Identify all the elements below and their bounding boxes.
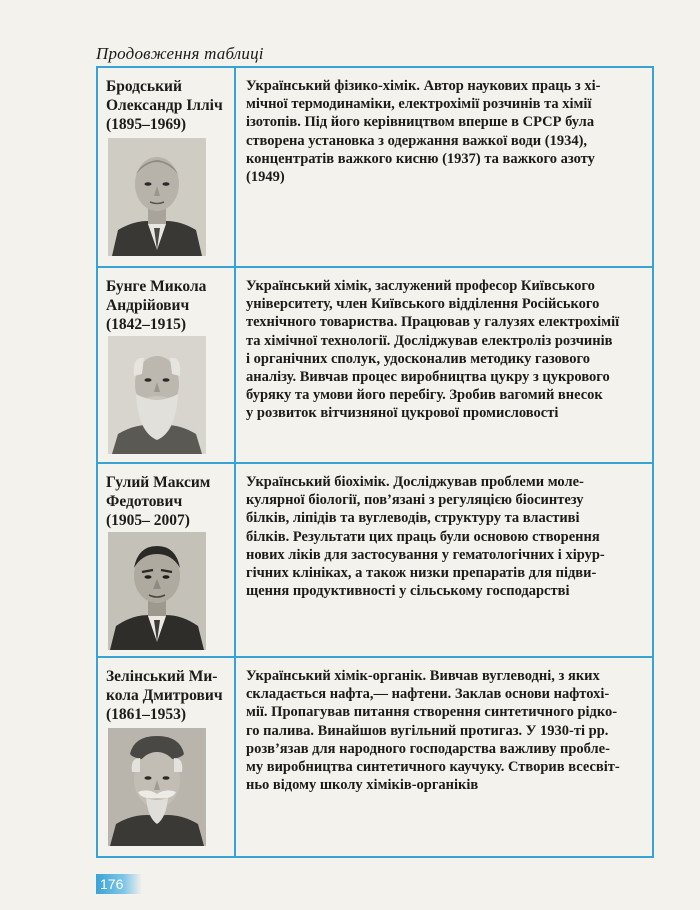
life-years: (1861–1953) — [106, 706, 187, 723]
life-years: (1905– 2007) — [106, 512, 190, 529]
name-cell — [98, 464, 236, 656]
scientist-description — [246, 473, 644, 600]
scientist-name — [106, 277, 234, 334]
table-continuation-caption: Продовження таблиці — [96, 44, 264, 63]
portrait-photo — [108, 336, 206, 454]
description-line: му виробництва синтетичного каучуку. Створив всесвіт- — [246, 759, 620, 776]
description-line: ньо відому школу хіміків-органіків — [246, 777, 479, 794]
description-line: гічних клініках, а також низки препаратів для підви- — [246, 565, 597, 582]
name-line: кола Дмитрович — [106, 687, 223, 704]
name-cell — [98, 68, 236, 266]
portrait-photo — [108, 532, 206, 650]
scientists-table — [96, 66, 654, 858]
description-line: білків, ліпідів та вуглеводів, структуру та властиві — [246, 510, 580, 527]
name-cell — [98, 268, 236, 462]
description-line: та хімічної технології. Досліджував електроліз розчинів — [246, 332, 613, 349]
description-line: аналізу. Вивчав процес виробництва цукру з цукрового — [246, 369, 610, 386]
description-line: білків. Результати цих праць були основою створення — [246, 528, 600, 545]
name-line: Зелінський Ми- — [106, 668, 218, 685]
description-line: концентратів важкого кисню (1937) та важкого азоту — [246, 150, 595, 167]
name-line: Олександр Ілліч — [106, 97, 223, 114]
name-cell — [98, 658, 236, 856]
life-years: (1842–1915) — [106, 316, 187, 333]
name-line: Бродський — [106, 78, 182, 95]
description-line: створена установка з одержання важкої води (1934), — [246, 132, 588, 149]
portrait-photo — [108, 728, 206, 846]
name-line: Бунге Микола — [106, 278, 207, 295]
description-line: щення продуктивності у сільському господарстві — [246, 583, 570, 600]
description-line: го палива. Винайшов вугільний протигаз. У 1930-ті рр. — [246, 722, 609, 739]
table-row — [98, 464, 652, 658]
description-line: технічного товариства. Працював у галузях електрохімії — [246, 314, 620, 331]
description-line: буряку та умови його перебігу. Зробив вагомий внесок — [246, 387, 603, 404]
description-line: (1949) — [246, 169, 285, 186]
scientist-name — [106, 667, 234, 724]
description-line: ізотопів. Під його керівництвом вперше в СРСР була — [246, 114, 595, 131]
description-line: Український хімік-органік. Вивчав вуглеводні, з яких — [246, 668, 600, 684]
portrait-photo — [108, 138, 206, 256]
description-line: мічної термодинаміки, електрохімії розчинів та хімії — [246, 96, 592, 113]
scientist-name — [106, 77, 234, 134]
table-row — [98, 658, 652, 856]
scientist-name — [106, 473, 234, 530]
description-line: кулярної біології, пов’язані з регуляцією біосинтезу — [246, 492, 584, 509]
description-line: Український хімік, заслужений професор Київського — [246, 278, 595, 294]
scientist-description — [246, 77, 644, 186]
page-number: 176 — [96, 874, 142, 894]
name-line: Гулий Максим — [106, 474, 211, 491]
description-line: Український фізико-хімік. Автор наукових праць з хі- — [246, 78, 601, 94]
name-line: Федотович — [106, 493, 183, 510]
scientist-description — [246, 277, 644, 423]
table-row — [98, 268, 652, 464]
description-line: мії. Пропагував питання створення синтетичного рідко- — [246, 704, 618, 721]
description-line: складається нафта,— нафтени. Заклав основи нафтохі- — [246, 686, 610, 703]
table-row — [98, 68, 652, 268]
description-line: розв’язав для народного господарства важливу пробле- — [246, 740, 610, 757]
description-line: університету, член Київського відділення Російського — [246, 296, 600, 313]
description-line: нових ліків для застосування у гематологічних і хірур- — [246, 546, 605, 563]
description-line: Український біохімік. Досліджував проблеми моле- — [246, 474, 584, 490]
life-years: (1895–1969) — [106, 116, 187, 133]
name-line: Андрійович — [106, 297, 190, 314]
description-line: і органічних сполук, удосконалив методику газового — [246, 350, 590, 367]
description-line: у розвиток вітчизняної цукрової промисловості — [246, 405, 559, 422]
scientist-description — [246, 667, 644, 794]
